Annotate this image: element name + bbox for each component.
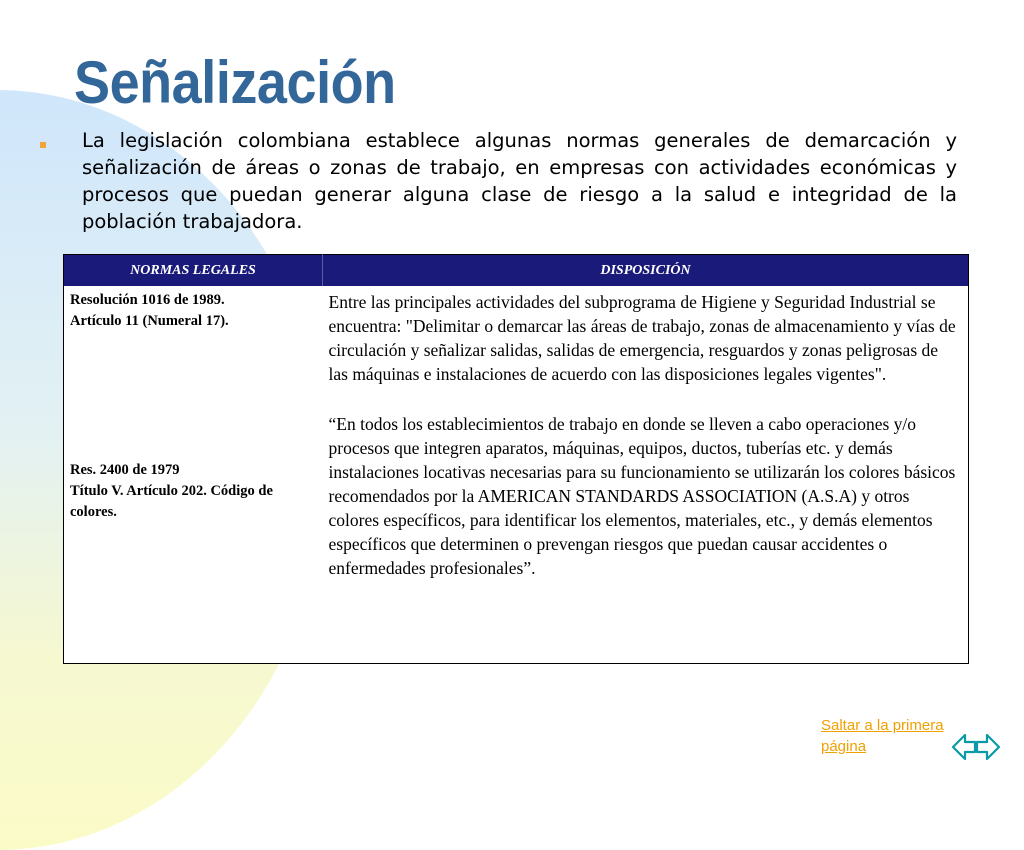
norma-line: Artículo 11 (Numeral 17). — [70, 313, 229, 329]
normas-cell — [64, 286, 323, 664]
norma-reference — [70, 290, 323, 332]
slide-title: Señalización — [74, 49, 396, 116]
intro-paragraph: La legislación colombiana establece algunas normas generales de demarcación y señalización de áreas o zonas de trabajo, en empresas con actividades económicas y procesos que puedan generar alguna clase de riesgo a la salud e integridad de la población trabajadora. — [82, 129, 957, 233]
back-arrow-icon[interactable] — [953, 735, 975, 759]
norms-table — [63, 254, 969, 664]
disposicion-text: Entre las principales actividades del subprograma de Higiene y Seguridad Industrial se encuentra: "Delimitar o demarcar las áreas de trabajo, zonas de almacenamiento y vías de circulación y señalizar salidas, salidas de emergencia, resguardos y zonas peligrosas de las máquinas e instalaciones de acuerdo con las disposiciones legales vigentes". — [328, 292, 956, 384]
disposicion-text: “En todos los establecimientos de trabajo en donde se lleven a cabo operaciones y/o procesos que integren aparatos, máquinas, equipos, ductos, tuberías etc. y demás instalaciones locativas necesarias para su funcionamiento se utilizarán los colores básicos recomendados por la AMERICAN STANDARDS ASSOCIATION (A.S.A) y otros colores específicos, para identificar los elementos, materiales, etc., y demás elementos específicos que determinen o prevengan riesgos que puedan causar accidentes o enfermedades profesionales”. — [328, 414, 956, 578]
bullet-icon — [40, 142, 46, 148]
table-header-row — [64, 255, 969, 287]
header-disposicion: DISPOSICIÓN — [323, 255, 969, 287]
forward-arrow-icon[interactable] — [977, 735, 999, 759]
header-normas-legales: NORMAS LEGALES — [64, 255, 323, 287]
norma-line: Res. 2400 de 1979 — [70, 462, 180, 478]
back-forward-arrows-icon[interactable] — [951, 732, 1001, 762]
disposicion-cell — [323, 286, 969, 664]
first-page-link[interactable]: Saltar a la primera página — [821, 717, 944, 755]
table-row — [64, 286, 969, 664]
norma-reference — [70, 460, 318, 523]
norma-line: Resolución 1016 de 1989. — [70, 292, 225, 308]
norma-line: Título V. Artículo 202. Código de colores. — [70, 483, 273, 520]
